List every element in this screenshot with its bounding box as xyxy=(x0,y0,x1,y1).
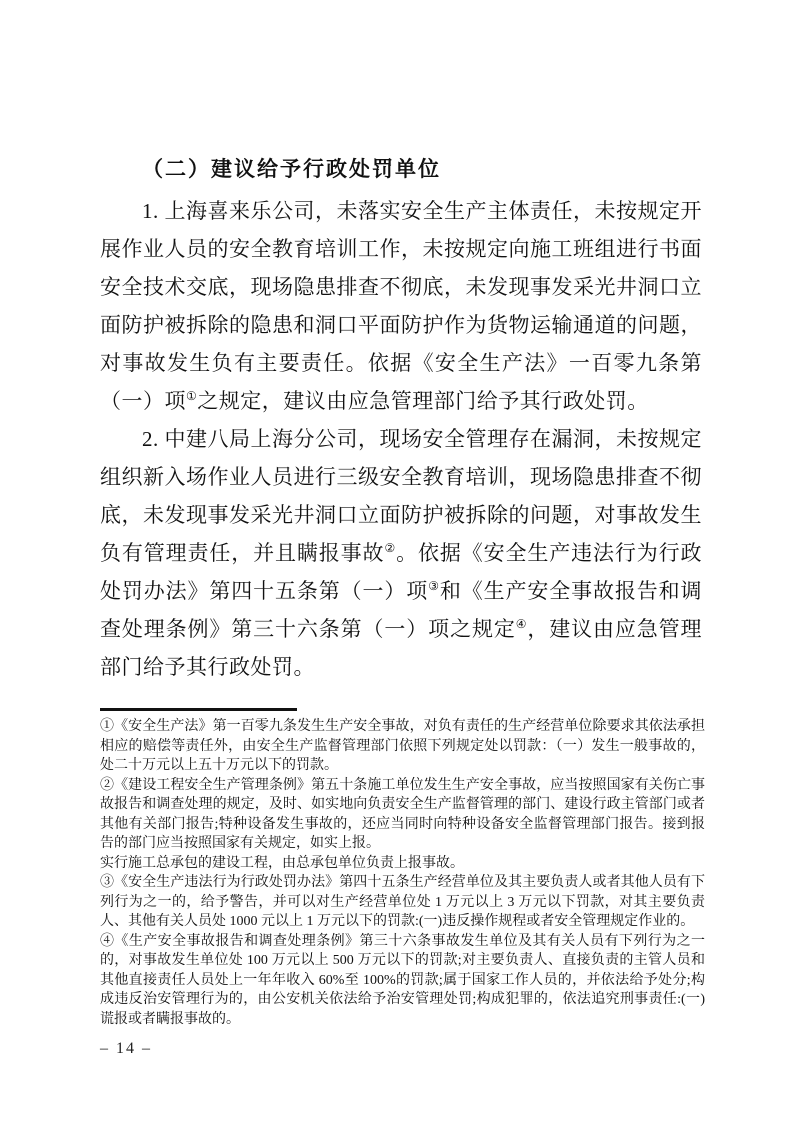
body-paragraph-1: 1. 上海喜来乐公司，未落实安全生产主体责任，未按规定开展作业人员的安全教育培训工作，未按规定向施工班组进行书面安全技术交底，现场隐患排查不彻底，未发现事发采光井洞口立面防护被拆除的隐患和洞口平面防护作为货物运输通道的问题，对事故发生负有主要责任。依据《安全生产法》一百零九条第（一）项①之规定，建议由应急管理部门给予其行政处罚。 xyxy=(100,199,702,413)
footnote-ref: ① xyxy=(186,389,198,403)
footnote-item-2: ②《建设工程安全生产管理条例》第五十条施工单位发生生产安全事故，应当按照国家有关伤亡事故报告和调查处理的规定，及时、如实地向负责安全生产监督管理的部门、建设行政主管部门或者其他有关部门报告;特种设备发生事故的，还应当同时向特种设备安全监督管理部门报告。接到报告的部门应当按照国家有关规定，如实上报。 xyxy=(100,777,705,851)
footnote-item-1: ①《安全生产法》第一百零九条发生生产安全事故，对负有责任的生产经营单位除要求其依法承担相应的赔偿等责任外，由安全生产监督管理部门依照下列规定处以罚款：（一）发生一般事故的，处二十万元以上五十万元以下的罚款。 xyxy=(100,719,705,773)
footnote-item-5: ④《生产安全事故报告和调查处理条例》第三十六条事故发生单位及其有关人员有下列行为之一的，对事故发生单位处 100 万元以上 500 万元以下的罚款;对主要负责人、直接负责的主管人员和其他直接责任人员处上一年年收入 60%至 100%的罚款;属于国家工作人员的，并依法给予处分;构成违反治安管理行为的，由公安机关依法给予治安管理处罚;构成犯罪的，依法追究刑事责任:(一)谎报或者瞒报事故的。 xyxy=(100,933,705,1027)
footnote-ref: ② xyxy=(384,541,397,555)
page-content xyxy=(100,150,705,1029)
section-heading: （二）建议给予行政处罚单位 xyxy=(142,157,441,181)
body-paragraph-2: 2. 中建八局上海分公司，现场安全管理存在漏洞，未按规定组织新入场作业人员进行三级安全教育培训，现场隐患排查不彻底，未发现事发采光井洞口立面防护被拆除的问题，对事故发生负有管理责任，并且瞒报事故②。依据《安全生产违法行为行政处罚办法》第四十五条第（一）项③和《生产安全事故报告和调查处理条例》第三十六条第（一）项之规定④，建议由应急管理部门给予其行政处罚。 xyxy=(100,427,703,679)
footnotes-section xyxy=(100,717,705,1029)
page-number: – 14 – xyxy=(100,1040,152,1057)
body-paragraphs xyxy=(100,192,702,686)
footnote-item-4: ③《安全生产违法行为行政处罚办法》第四十五条生产经营单位及其主要负责人或者其他人员有下列行为之一的，给予警告，并可以对生产经营单位处 1 万元以上 3 万元以下罚款，对其主要负责人、其他有关人员处 1000 元以上 1 万元以下的罚款:(一)违反操作规程或者安全管理规定作业的。 xyxy=(100,875,705,929)
footnote-separator xyxy=(100,708,297,711)
footnote-ref: ③ xyxy=(428,579,440,593)
footnote-ref: ④ xyxy=(515,617,528,631)
footnote-item-3: 实行施工总承包的建设工程，由总承包单位负责上报事故。 xyxy=(100,855,464,871)
